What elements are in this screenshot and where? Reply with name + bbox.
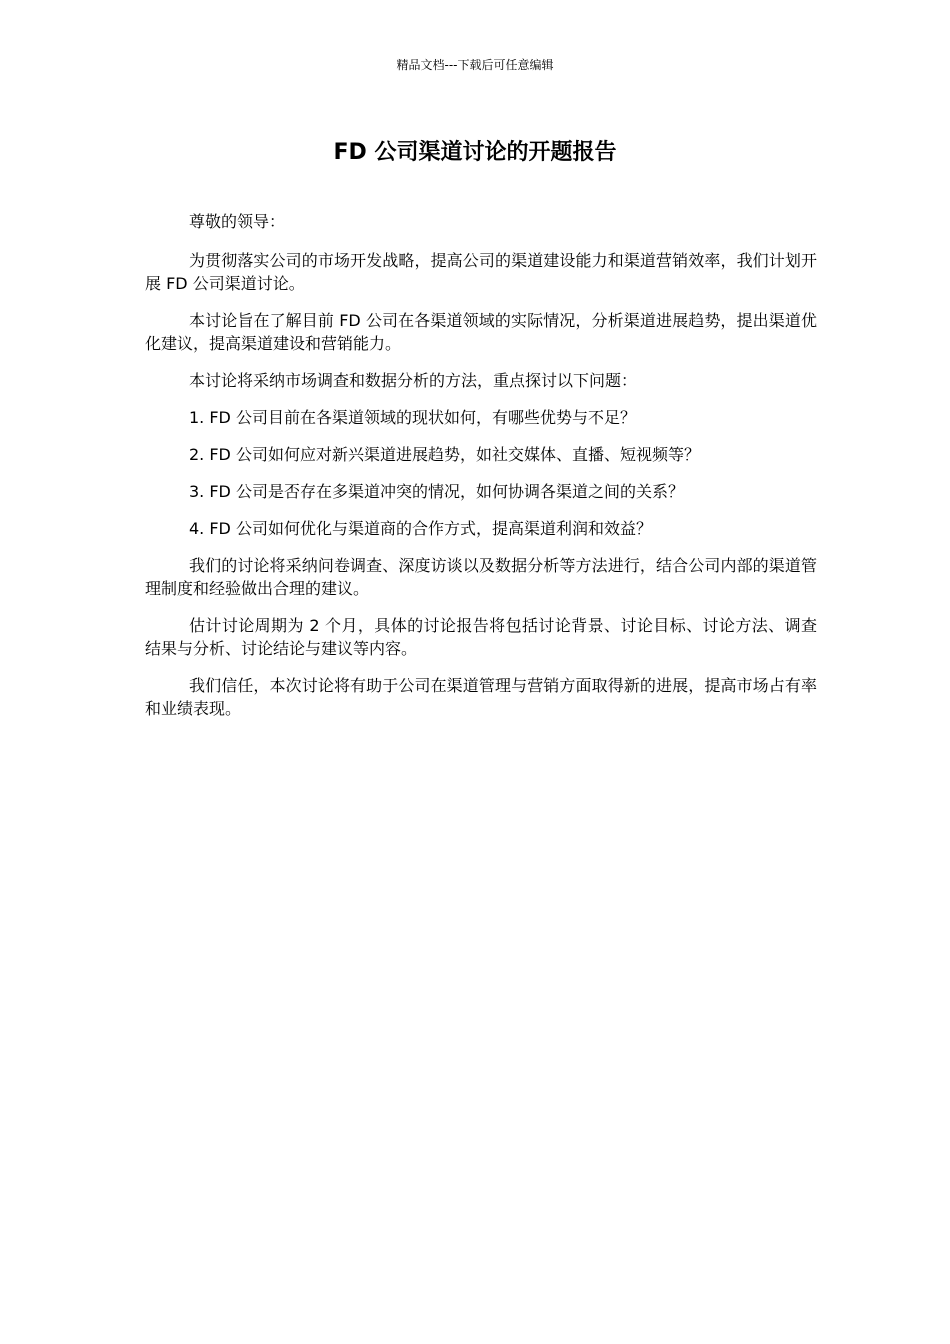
question-4: 4. FD 公司如何优化与渠道商的合作方式，提高渠道利润和效益？ (189, 519, 652, 538)
paragraph-conclusion: 我们信任，本次讨论将有助于公司在渠道管理与营销方面取得新的进展，提高市场占有率和业绩表现。 (145, 676, 817, 718)
salutation: 尊敬的领导： (189, 212, 286, 231)
paragraph-schedule: 估计讨论周期为 2 个月，具体的讨论报告将包括讨论背景、讨论目标、讨论方法、调查结果与分析、讨论结论与建议等内容。 (145, 616, 817, 658)
document-title: FD 公司渠道讨论的开题报告 (333, 140, 617, 165)
question-1: 1. FD 公司目前在各渠道领域的现状如何，有哪些优势与不足？ (189, 408, 636, 427)
paragraph-purpose: 为贯彻落实公司的市场开发战略，提高公司的渠道建设能力和渠道营销效率，我们计划开展 FD 公司渠道讨论。 (145, 251, 817, 293)
paragraph-method-intro: 本讨论将采纳市场调查和数据分析的方法，重点探讨以下问题： (189, 371, 638, 390)
document-body (145, 210, 817, 734)
paragraph-methods: 我们的讨论将采纳问卷调查、深度访谈以及数据分析等方法进行，结合公司内部的渠道管理制度和经验做出合理的建议。 (145, 556, 817, 598)
question-2: 2. FD 公司如何应对新兴渠道进展趋势，如社交媒体、直播、短视频等？ (189, 445, 700, 464)
paragraph-aim: 本讨论旨在了解目前 FD 公司在各渠道领域的实际情况，分析渠道进展趋势，提出渠道优化建议，提高渠道建设和营销能力。 (145, 311, 817, 353)
question-3: 3. FD 公司是否存在多渠道冲突的情况，如何协调各渠道之间的关系？ (189, 482, 684, 501)
header-note: 精品文档---下载后可任意编辑 (396, 58, 554, 72)
